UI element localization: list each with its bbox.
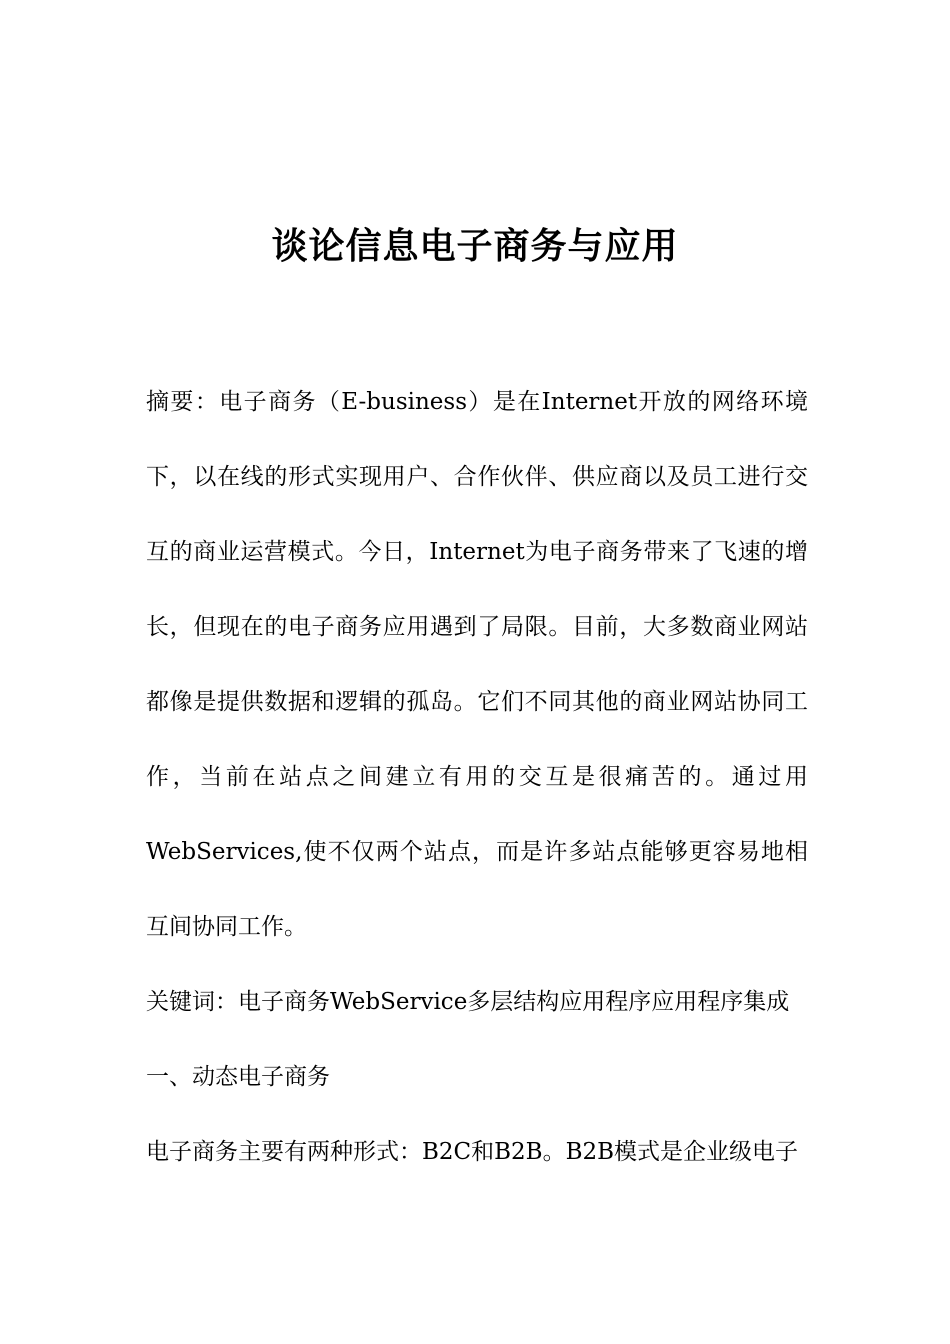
page-title: 谈论信息电子商务与应用 [271,226,679,267]
keywords-line: 关键词：电子商务WebService多层结构应用程序应用程序集成 [146,989,790,1015]
section-heading: 一、动态电子商务 [146,1064,330,1090]
abstract-paragraph: 摘要：电子商务（E-business）是在Internet开放的网络环境下，以在线的形式实现用户、合作伙伴、供应商以及员工进行交互的商业运营模式。今日，Internet为电子商务带来了飞速的增长，但现在的电子商务应用遇到了局限。目前，大多数商业网站都像是提供数据和逻辑的孤岛。它们不同其他的商业网站协同工作，当前在站点之间建立有用的交互是很痛苦的。通过用WebServices,使不仅两个站点，而是许多站点能够更容易地相互间协同工作。 [146,389,808,940]
section-paragraph: 电子商务主要有两种形式：B2C和B2B。B2B模式是企业级电子 [146,1139,799,1165]
